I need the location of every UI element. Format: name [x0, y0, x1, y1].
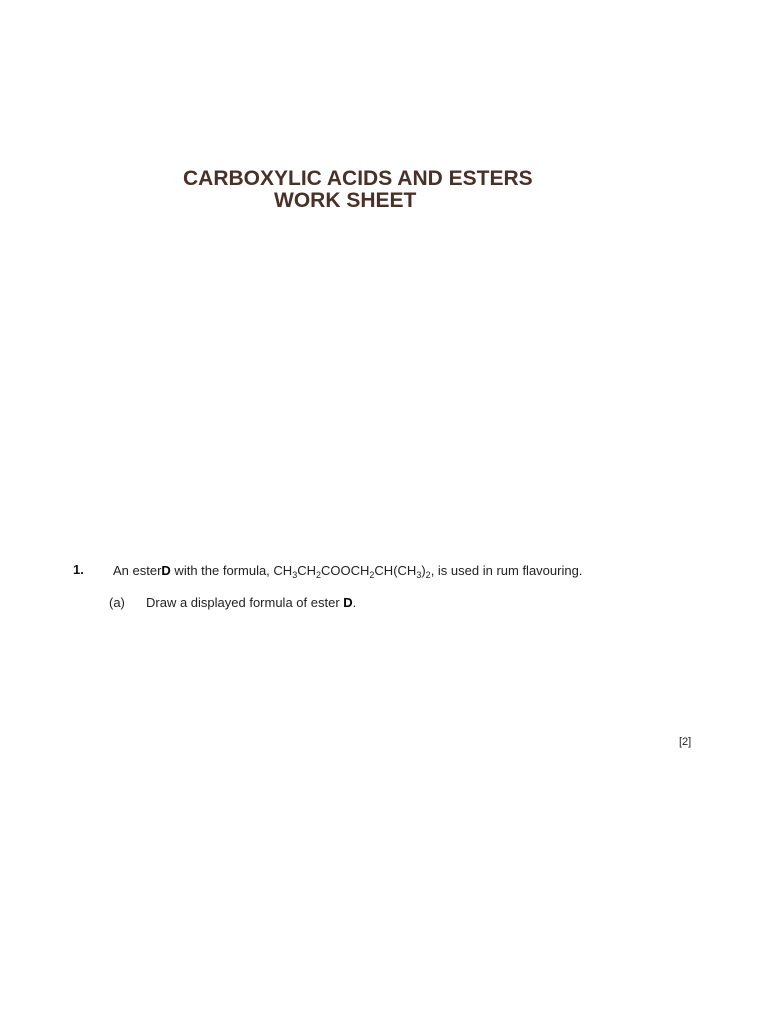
question-stem [113, 563, 582, 578]
ester-letter: D [161, 563, 171, 578]
title-line-2: WORK SHEET [274, 189, 417, 212]
stem-outro: , is used in rum flavouring. [430, 563, 583, 578]
part-a-label: (a) [109, 595, 125, 610]
question-number: 1. [73, 562, 84, 577]
formula-sub-1: 3 [292, 570, 298, 580]
chemical-formula [273, 563, 430, 578]
formula-sub-4: 3 [416, 570, 422, 580]
stem-intro: An ester [113, 563, 162, 578]
formula-part-5: ) [421, 563, 426, 578]
part-a-end: . [352, 595, 357, 610]
stem-with-formula: with the formula, [170, 563, 274, 578]
formula-sub-3: 2 [369, 570, 375, 580]
title-line-1: CARBOXYLIC ACIDS AND ESTERS [183, 167, 533, 190]
part-a-ester-letter: D [343, 595, 353, 610]
formula-sub-5: 2 [425, 570, 431, 580]
formula-part-2: CH [297, 563, 316, 578]
part-a-text [146, 595, 356, 610]
formula-part-3: COOCH [321, 563, 370, 578]
formula-sub-2: 2 [316, 570, 322, 580]
formula-part-4: CH(CH [374, 563, 417, 578]
formula-part-1: CH [273, 563, 293, 578]
marks-allocation: [2] [679, 736, 692, 748]
part-a-instruction: Draw a displayed formula of ester [146, 595, 344, 610]
